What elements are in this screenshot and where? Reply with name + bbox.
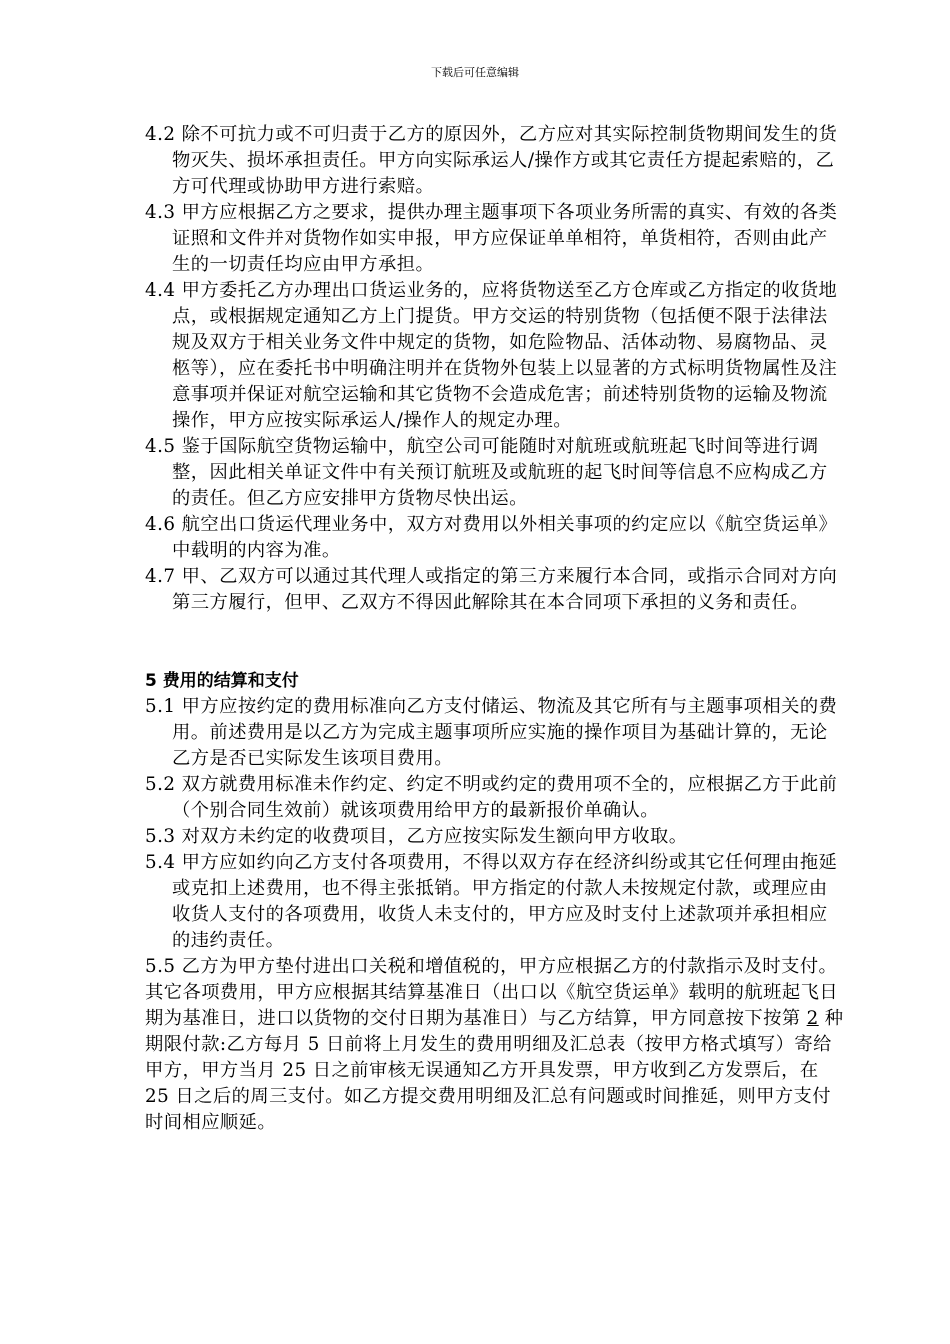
- clause-5-2: 5.2 双方就费用标准未作约定、约定不明或约定的费用项不全的，应根据乙方于此前（个别合同生效前）就该项费用给甲方的最新报价单确认。: [145, 774, 838, 821]
- clause-5-5-text-start: 5.5 乙方为甲方垫付进出口关税和增值税的，甲方应根据乙方的付款指示及时支付。其它各项费用，甲方应根据其结算基准日（出口以《航空货运单》载明的航班起飞日期为基准日，进口以货物的交付日期为基准日）与乙方结算，甲方同意按下按第: [145, 956, 839, 1029]
- document-body: [145, 122, 845, 1136]
- clause-4-3: 4.3 甲方应根据乙方之要求，提供办理主题事项下各项业务所需的真实、有效的各类证照和文件并对货物作如实申报，甲方应保证单单相符，单货相符，否则由此产生的一切责任均应由甲方承担。: [145, 202, 838, 275]
- clause-5-1: 5.1 甲方应按约定的费用标准向乙方支付储运、物流及其它所有与主题事项相关的费用。前述费用是以乙方为完成主题事项所应实施的操作项目为基础计算的，无论乙方是否已实际发生该项目费用。: [145, 696, 838, 769]
- clause-5-4: 5.4 甲方应如约向乙方支付各项费用，不得以双方存在经济纠纷或其它任何理由拖延或克扣上述费用，也不得主张抵销。甲方指定的付款人未按规定付款，或理应由收货人支付的各项费用，收货人未支付的，甲方应及时支付上述款项并承担相应的违约责任。: [145, 852, 838, 951]
- clause-4-5: 4.5 鉴于国际航空货物运输中，航空公司可能随时对航班或航班起飞时间等进行调整，因此相关单证文件中有关预订航班及或航班的起飞时间等信息不应构成乙方的责任。但乙方应安排甲方货物尽快出运。: [145, 436, 828, 509]
- clause-4-7: 4.7 甲、乙双方可以通过其代理人或指定的第三方来履行本合同，或指示合同对方向第三方履行，但甲、乙双方不得因此解除其在本合同项下承担的义务和责任。: [145, 566, 838, 613]
- clause-4-6: 4.6 航空出口货运代理业务中，双方对费用以外相关事项的约定应以《航空货运单》中载明的内容为准。: [145, 514, 838, 561]
- clause-5-5-text-end: 种期限付款:乙方每月 5 日前将上月发生的费用明细及汇总表（按甲方格式填写）寄给甲方，甲方当月 25 日之前审核无误通知乙方开具发票，甲方收到乙方发票后，在 25 日之后的周三支付。如乙方提交费用明细及汇总有问题或时间推延，则甲方支付时间相应顺延。: [145, 1008, 844, 1133]
- clause-4-2: 4.2 除不可抗力或不可归责于乙方的原因外，乙方应对其实际控制货物期间发生的货物灭失、损坏承担责任。甲方向实际承运人/操作方或其它责任方提起索赔的，乙方可代理或协助甲方进行索赔。: [145, 124, 838, 197]
- clause-5-5: [145, 954, 845, 1136]
- page-header: 下载后可任意编辑: [431, 66, 519, 79]
- clause-4-4: 4.4 甲方委托乙方办理出口货运业务的，应将货物送至乙方仓库或乙方指定的收货地点，或根据规定通知乙方上门提货。甲方交运的特别货物（包括便不限于法律法规及双方于相关业务文件中规定的货物，如危险物品、活体动物、易腐物品、灵柩等），应在委托书中明确注明并在货物外包装上以显著的方式标明货物属性及注意事项并保证对航空运输和其它货物不会造成危害；前述特别货物的运输及物流操作，甲方应按实际承运人/操作人的规定办理。: [145, 280, 838, 431]
- section-spacer: [145, 616, 845, 668]
- payment-option-blank: 2: [806, 1008, 819, 1029]
- section-5-heading: 5 费用的结算和支付: [145, 671, 299, 691]
- clause-5-3: 5.3 对双方未约定的收费项目，乙方应按实际发生额向甲方收取。: [145, 826, 688, 847]
